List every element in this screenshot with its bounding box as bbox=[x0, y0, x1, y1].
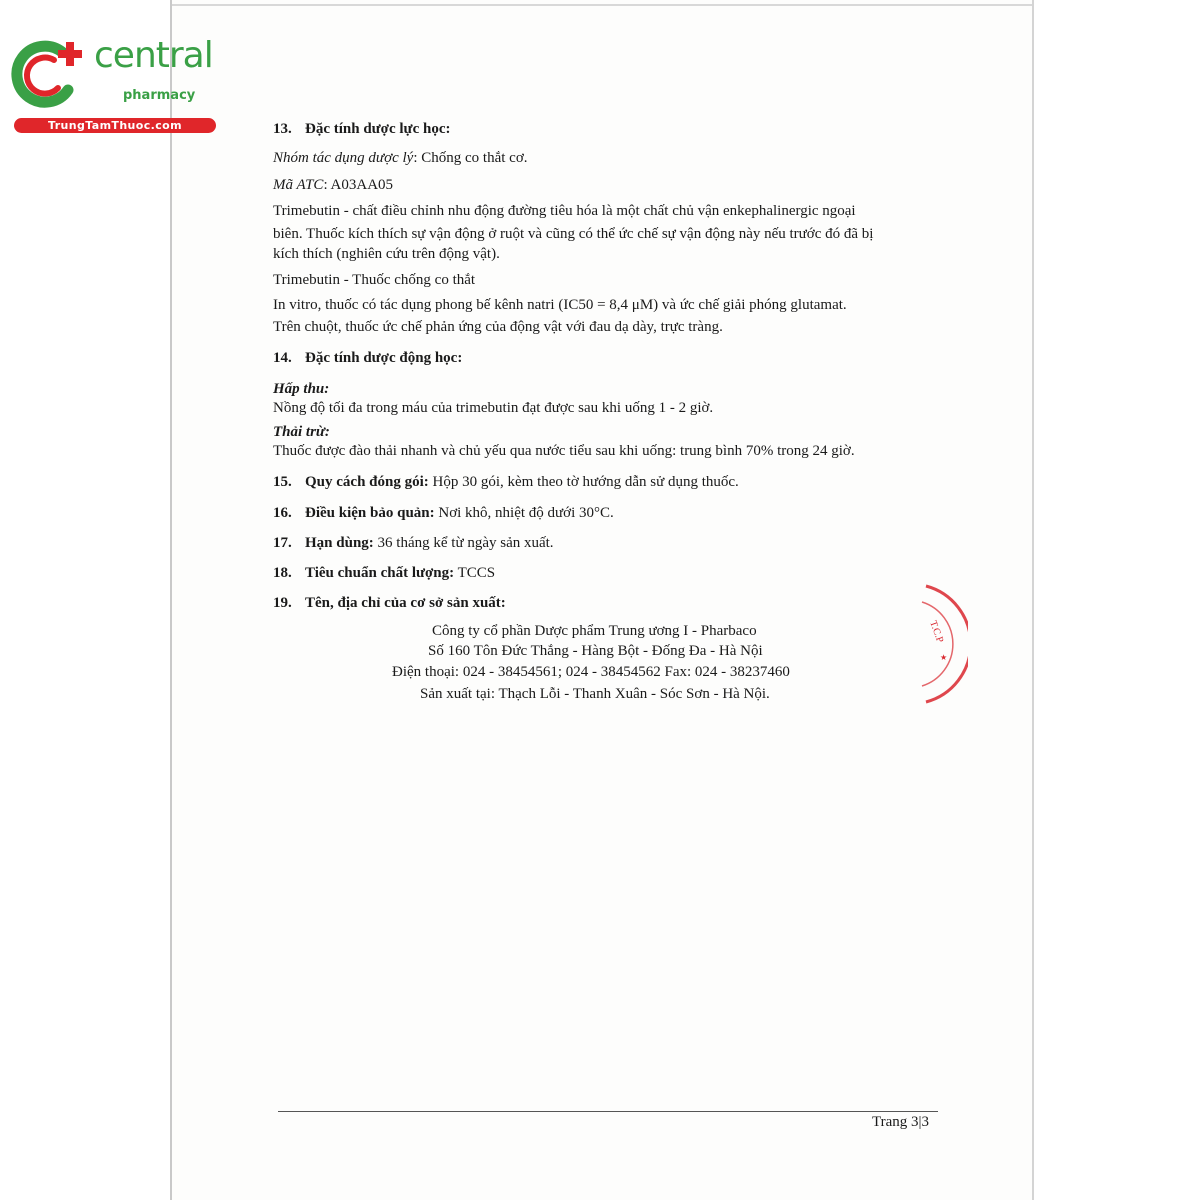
section-number: 13. bbox=[273, 121, 292, 137]
section-number: 19. bbox=[273, 595, 292, 611]
section-title: Đặc tính dược động học: bbox=[305, 350, 463, 366]
absorption-label: Hấp thu: bbox=[273, 381, 330, 397]
section-value: TCCS bbox=[454, 565, 496, 581]
section-label: Điều kiện bảo quản: bbox=[305, 505, 435, 521]
central-pharmacy-logo[interactable] bbox=[8, 36, 213, 136]
paragraph-line: In vitro, thuốc có tác dụng phong bế kênh natri (IC50 = 8,4 μM) và ức chế giải phóng glutamat. bbox=[273, 297, 847, 313]
group-value: : Chống co thắt cơ. bbox=[413, 150, 528, 166]
section-number: 14. bbox=[273, 350, 292, 366]
manufacturer-phone: Điện thoại: 024 - 38454561; 024 - 38454562 Fax: 024 - 38237460 bbox=[392, 664, 790, 680]
section-label: Tiêu chuẩn chất lượng: bbox=[305, 565, 455, 581]
atc-label: Mã ATC bbox=[273, 177, 324, 193]
page-number: Trang 3|3 bbox=[872, 1114, 930, 1130]
logo-name: central bbox=[94, 35, 213, 76]
section-value: Nơi khô, nhiệt độ dưới 30°C. bbox=[434, 505, 614, 521]
manufacturer-factory: Sản xuất tại: Thạch Lỗi - Thanh Xuân - Sóc Sơn - Hà Nội. bbox=[420, 686, 770, 702]
section-19 bbox=[273, 594, 506, 612]
section-15 bbox=[273, 473, 739, 491]
paragraph-line: biên. Thuốc kích thích sự vận động ở ruột và cũng có thể ức chế sự vận động này nếu trước đó đã bị bbox=[273, 226, 874, 242]
page-top-edge bbox=[172, 4, 1032, 6]
group-line bbox=[273, 149, 528, 167]
svg-text:★: ★ bbox=[940, 653, 948, 662]
svg-text:T.C.P: T.C.P bbox=[927, 619, 946, 645]
company-seal-stamp bbox=[918, 582, 968, 706]
manufacturer-address: Số 160 Tôn Đức Thắng - Hàng Bột - Đống Đa - Hà Nội bbox=[428, 643, 763, 659]
logo-subtitle: pharmacy bbox=[123, 88, 196, 103]
manufacturer-company: Công ty cổ phần Dược phẩm Trung ương I - Pharbaco bbox=[432, 623, 757, 639]
logo-c-cross-icon bbox=[10, 38, 88, 112]
elimination-label: Thải trừ: bbox=[273, 424, 330, 440]
elimination-text: Thuốc được đào thải nhanh và chủ yếu qua nước tiểu sau khi uống: trung bình 70% trong 24 giờ. bbox=[273, 443, 855, 459]
section-value: Hộp 30 gói, kèm theo tờ hướng dẫn sử dụng thuốc. bbox=[428, 474, 739, 490]
absorption-text: Nồng độ tối đa trong máu của trimebutin đạt được sau khi uống 1 - 2 giờ. bbox=[273, 400, 714, 416]
section-number: 18. bbox=[273, 565, 292, 581]
section-14-heading bbox=[273, 349, 462, 367]
section-number: 17. bbox=[273, 535, 292, 551]
logo-url[interactable]: TrungTamThuoc.com bbox=[48, 119, 182, 132]
section-value: 36 tháng kể từ ngày sản xuất. bbox=[373, 535, 554, 551]
paragraph-line: Trimebutin - chất điều chỉnh nhu động đường tiêu hóa là một chất chủ vận enkephalinergic ngoại bbox=[273, 203, 856, 219]
group-label: Nhóm tác dụng dược lý bbox=[273, 150, 414, 166]
section-number: 15. bbox=[273, 474, 292, 490]
atc-line bbox=[273, 176, 393, 194]
section-13-heading bbox=[273, 120, 450, 138]
section-17 bbox=[273, 534, 554, 552]
section-16 bbox=[273, 504, 614, 522]
paragraph-line: Trên chuột, thuốc ức chế phản ứng của động vật với đau dạ dày, trực tràng. bbox=[273, 319, 723, 335]
section-label: Tên, địa chỉ của cơ sở sản xuất: bbox=[305, 595, 506, 611]
section-18 bbox=[273, 564, 495, 582]
section-title: Đặc tính dược lực học: bbox=[305, 121, 451, 137]
section-label: Hạn dùng: bbox=[305, 535, 374, 551]
atc-value: : A03AA05 bbox=[323, 177, 394, 193]
footer-divider bbox=[278, 1111, 938, 1112]
section-number: 16. bbox=[273, 505, 292, 521]
paragraph-line: kích thích (nghiên cứu trên động vật). bbox=[273, 246, 500, 262]
paragraph-line: Trimebutin - Thuốc chống co thắt bbox=[273, 272, 476, 288]
section-label: Quy cách đóng gói: bbox=[305, 474, 429, 490]
